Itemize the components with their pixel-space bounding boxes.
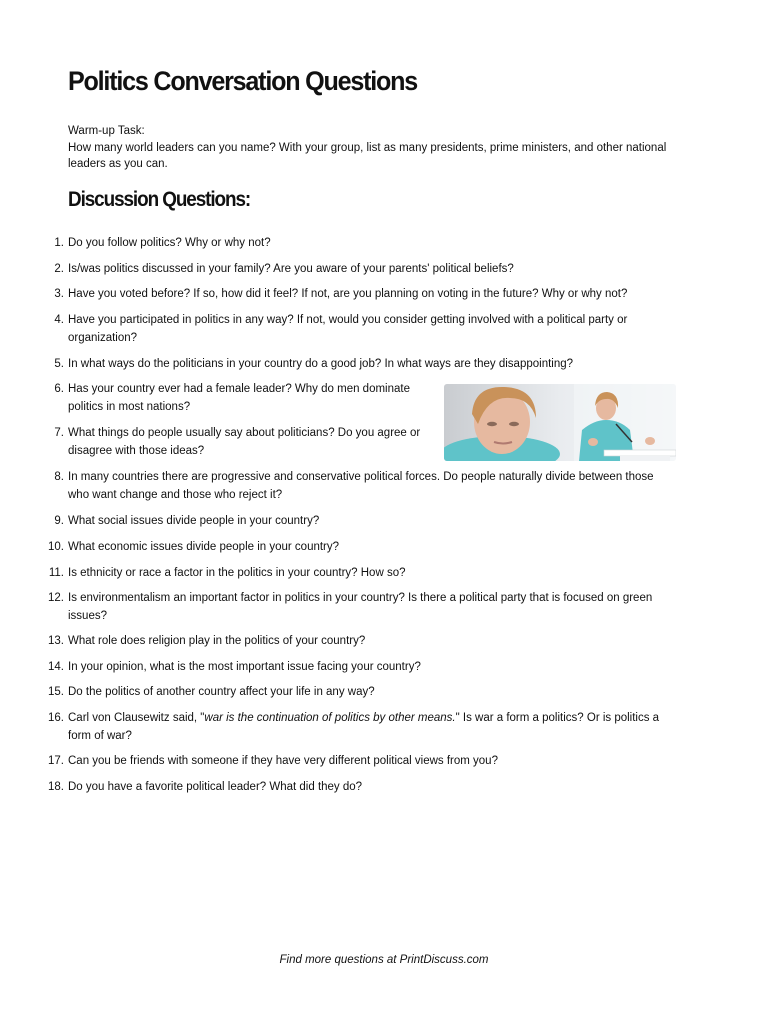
question-text — [68, 712, 659, 742]
warmup-label: Warm-up Task: — [68, 125, 145, 137]
page-title: Politics Conversation Questions — [68, 66, 418, 96]
question-text-post: " Is war a form a politics? Or is politics a form of war? — [68, 712, 660, 742]
question-number: 2. — [54, 263, 64, 275]
question-text: Has your country ever had a female leader? Why do men dominate politics in most nations? — [68, 383, 410, 413]
question-number: 4. — [54, 314, 64, 326]
question-number: 7. — [54, 427, 64, 439]
list-item — [48, 564, 668, 582]
question-number: 17. — [48, 755, 64, 767]
list-item — [48, 589, 668, 625]
question-text: What role does religion play in the politics of your country? — [68, 635, 366, 647]
list-item — [54, 285, 668, 303]
list-item — [54, 424, 438, 460]
question-number: 1. — [54, 237, 64, 249]
warmup-text: How many world leaders can you name? With your group, list as many presidents, prime ministers, and other national leaders as you can. — [68, 141, 667, 170]
list-item — [48, 538, 668, 556]
list-item — [48, 632, 668, 650]
question-text: Is environmentalism an important factor in politics in your country? Is there a political party that is focused on green issues? — [68, 592, 653, 622]
question-text: Have you voted before? If so, how did it feel? If not, are you planning on voting in the future? Why or why not? — [68, 288, 628, 300]
question-text: Do you have a favorite political leader? What did they do? — [68, 781, 363, 793]
clausewitz-quote: war is the continuation of politics by other means. — [204, 712, 456, 724]
question-number: 5. — [54, 358, 64, 370]
question-number: 8. — [54, 471, 64, 483]
list-item — [48, 658, 668, 676]
list-item — [48, 709, 668, 745]
question-text: Do the politics of another country affect your life in any way? — [68, 686, 375, 698]
question-number: 15. — [48, 686, 64, 698]
question-text: In what ways do the politicians in your country do a good job? In what ways are they disappointing? — [68, 358, 574, 370]
question-number: 6. — [54, 383, 64, 395]
politician-photo-illustration — [444, 384, 676, 461]
question-number: 10. — [48, 541, 64, 553]
list-item — [54, 234, 668, 252]
question-text-pre: Carl von Clausewitz said, " — [68, 712, 205, 724]
question-text: Is/was politics discussed in your family? Are you aware of your parents' political beliefs? — [68, 263, 514, 275]
question-number: 11. — [48, 567, 64, 579]
question-number: 13. — [48, 635, 64, 647]
question-text: In many countries there are progressive and conservative political forces. Do people naturally divide between those who want change and those who reject it? — [68, 471, 654, 501]
question-number: 16. — [48, 712, 64, 724]
discussion-heading: Discussion Questions: — [68, 188, 251, 211]
question-number: 9. — [54, 515, 64, 527]
question-number: 18. — [48, 781, 64, 793]
list-item — [54, 260, 668, 278]
list-item — [48, 752, 668, 770]
question-text: What economic issues divide people in your country? — [68, 541, 340, 553]
question-text: Is ethnicity or race a factor in the politics in your country? How so? — [68, 567, 406, 579]
list-item — [54, 380, 438, 416]
list-item — [48, 683, 668, 701]
list-item — [54, 512, 668, 530]
list-item — [54, 311, 668, 347]
question-text: Do you follow politics? Why or why not? — [68, 237, 271, 249]
question-number: 14. — [48, 661, 64, 673]
list-item — [54, 468, 668, 504]
question-number: 12. — [48, 592, 64, 604]
politician-photo — [444, 384, 676, 461]
question-text: What things do people usually say about politicians? Do you agree or disagree with those ideas? — [68, 427, 421, 457]
question-number: 3. — [54, 288, 64, 300]
question-text: What social issues divide people in your country? — [68, 515, 320, 527]
question-text: In your opinion, what is the most important issue facing your country? — [68, 661, 421, 673]
list-item — [48, 778, 668, 796]
question-text: Can you be friends with someone if they have very different political views from you? — [68, 755, 498, 767]
footer-credit: Find more questions at PrintDiscuss.com — [279, 954, 489, 966]
question-text: Have you participated in politics in any way? If not, would you consider getting involved with a political party or organization? — [68, 314, 628, 344]
warmup-section — [68, 123, 678, 173]
list-item — [54, 355, 668, 373]
